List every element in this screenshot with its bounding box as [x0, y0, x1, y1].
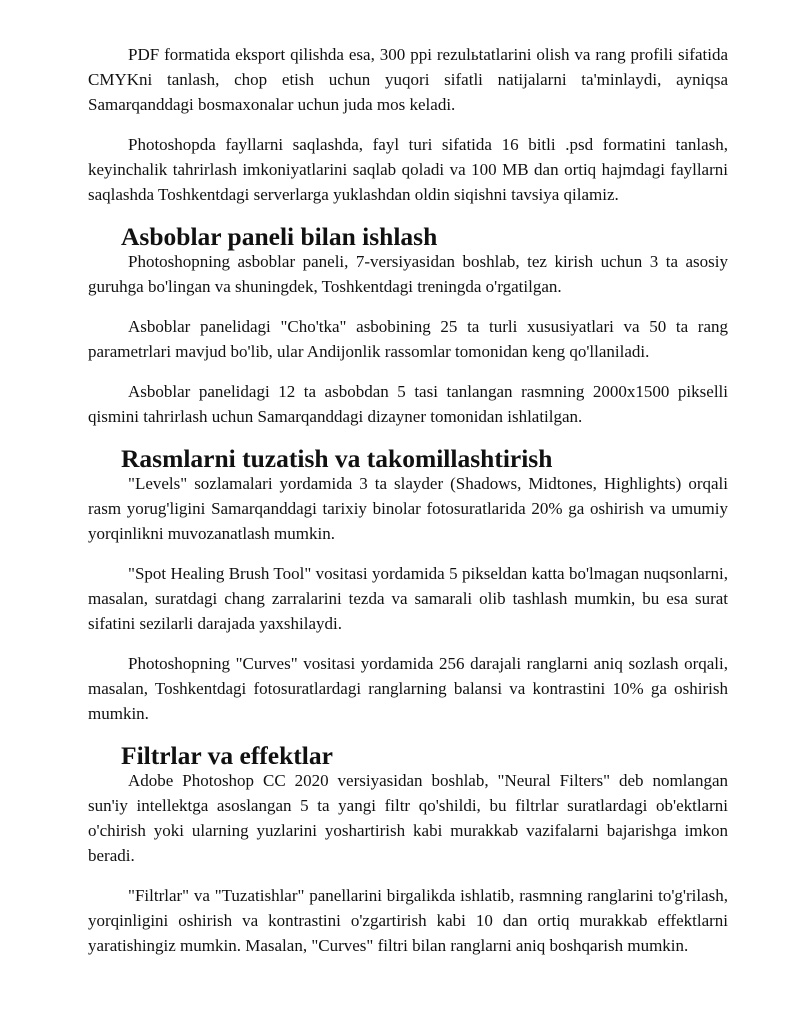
document-body [88, 42, 728, 973]
section-3-paragraph-2: "Filtrlar" va "Tuzatishlar" panellarini birgalikda ishlatib, rasmning ranglarini to'g'rilash, yorqinligini oshirish va kontrastini o'zgartirish kabi 10 dan ortiq murakkab effektlarni yaratishingiz mumkin. Masalan, "Curves" filtri bilan ranglarni aniq boshqarish mumkin. [88, 886, 728, 955]
section-heading-toolbar: Asboblar paneli bilan ishlash [121, 222, 438, 251]
section-filters [88, 743, 728, 958]
section-3-paragraph-1: Adobe Photoshop CC 2020 versiyasidan boshlab, "Neural Filters" deb nomlangan sun'iy intellektga asoslangan 5 ta yangi filtr qo'shildi, bu filtrlar suratlardagi ob'ektlarni o'chirish yoki ularning yuzlarini yoshartirish kabi murakkab vazifalarni bajarishga imkon beradi. [88, 771, 728, 865]
section-2-paragraph-3: Photoshopning "Curves" vositasi yordamida 256 darajali ranglarni aniq sozlash orqali, masalan, Toshkentdagi fotosuratlardagi ranglarning balansi va kontrastini 10% ga oshirish mumkin. [88, 654, 728, 723]
section-1-paragraph-3: Asboblar panelidagi 12 ta asbobdan 5 tasi tanlangan rasmning 2000x1500 pikselli qismini tahrirlash uchun Samarqanddagi dizayner tomonidan ishlatilgan. [88, 382, 728, 426]
section-2-paragraph-1: "Levels" sozlamalari yordamida 3 ta slayder (Shadows, Midtones, Highlights) orqali rasm yorug'ligini Samarqanddagi tarixiy binolar fotosuratlarida 20% ga oshirish va umumiy yorqinlikni muvozanatlash mumkin. [88, 474, 728, 543]
intro-paragraph-2: Photoshopda fayllarni saqlashda, fayl turi sifatida 16 bitli .psd formatini tanlash, keyinchalik tahrirlash imkoniyatlarini saqlab qoladi va 100 MB dan ortiq hajmdagi fayllarni saqlashda Toshkentdagi serverlarga yuklashdan oldin siqishni tavsiya qilamiz. [88, 135, 728, 204]
section-2-paragraph-2: "Spot Healing Brush Tool" vositasi yordamida 5 pikseldan katta bo'lmagan nuqsonlarni, masalan, suratdagi chang zarralarini tezda va samarali olib tashlash mumkin, bu esa surat sifatini sezilarli darajada yaxshilaydi. [88, 564, 728, 633]
section-1-paragraph-1: Photoshopning asboblar paneli, 7-versiyasidan boshlab, tez kirish uchun 3 ta asosiy guruhga bo'lingan va shuningdek, Toshkentdagi treningda o'rgatilgan. [88, 252, 728, 296]
section-1-paragraph-2: Asboblar panelidagi "Cho'tka" asbobining 25 ta turli xususiyatlari va 50 ta rang parametrlari mavjud bo'lib, ular Andijonlik rassomlar tomonidan keng qo'llaniladi. [88, 317, 728, 361]
section-image-correction [88, 446, 728, 726]
intro-paragraph-1: PDF formatida eksport qilishda esa, 300 ppi rezulьtatlarini olish va rang profili sifatida CMYKni tanlash, chop etish uchun yuqori sifatli natijalarni ta'minlaydi, ayniqsa Samarqanddagi bosmaxonalar uchun juda mos keladi. [88, 45, 728, 114]
section-heading-filters: Filtrlar va effektlar [121, 741, 333, 770]
section-heading-image-correction: Rasmlarni tuzatish va takomillashtirish [121, 444, 553, 473]
section-toolbar [88, 224, 728, 429]
